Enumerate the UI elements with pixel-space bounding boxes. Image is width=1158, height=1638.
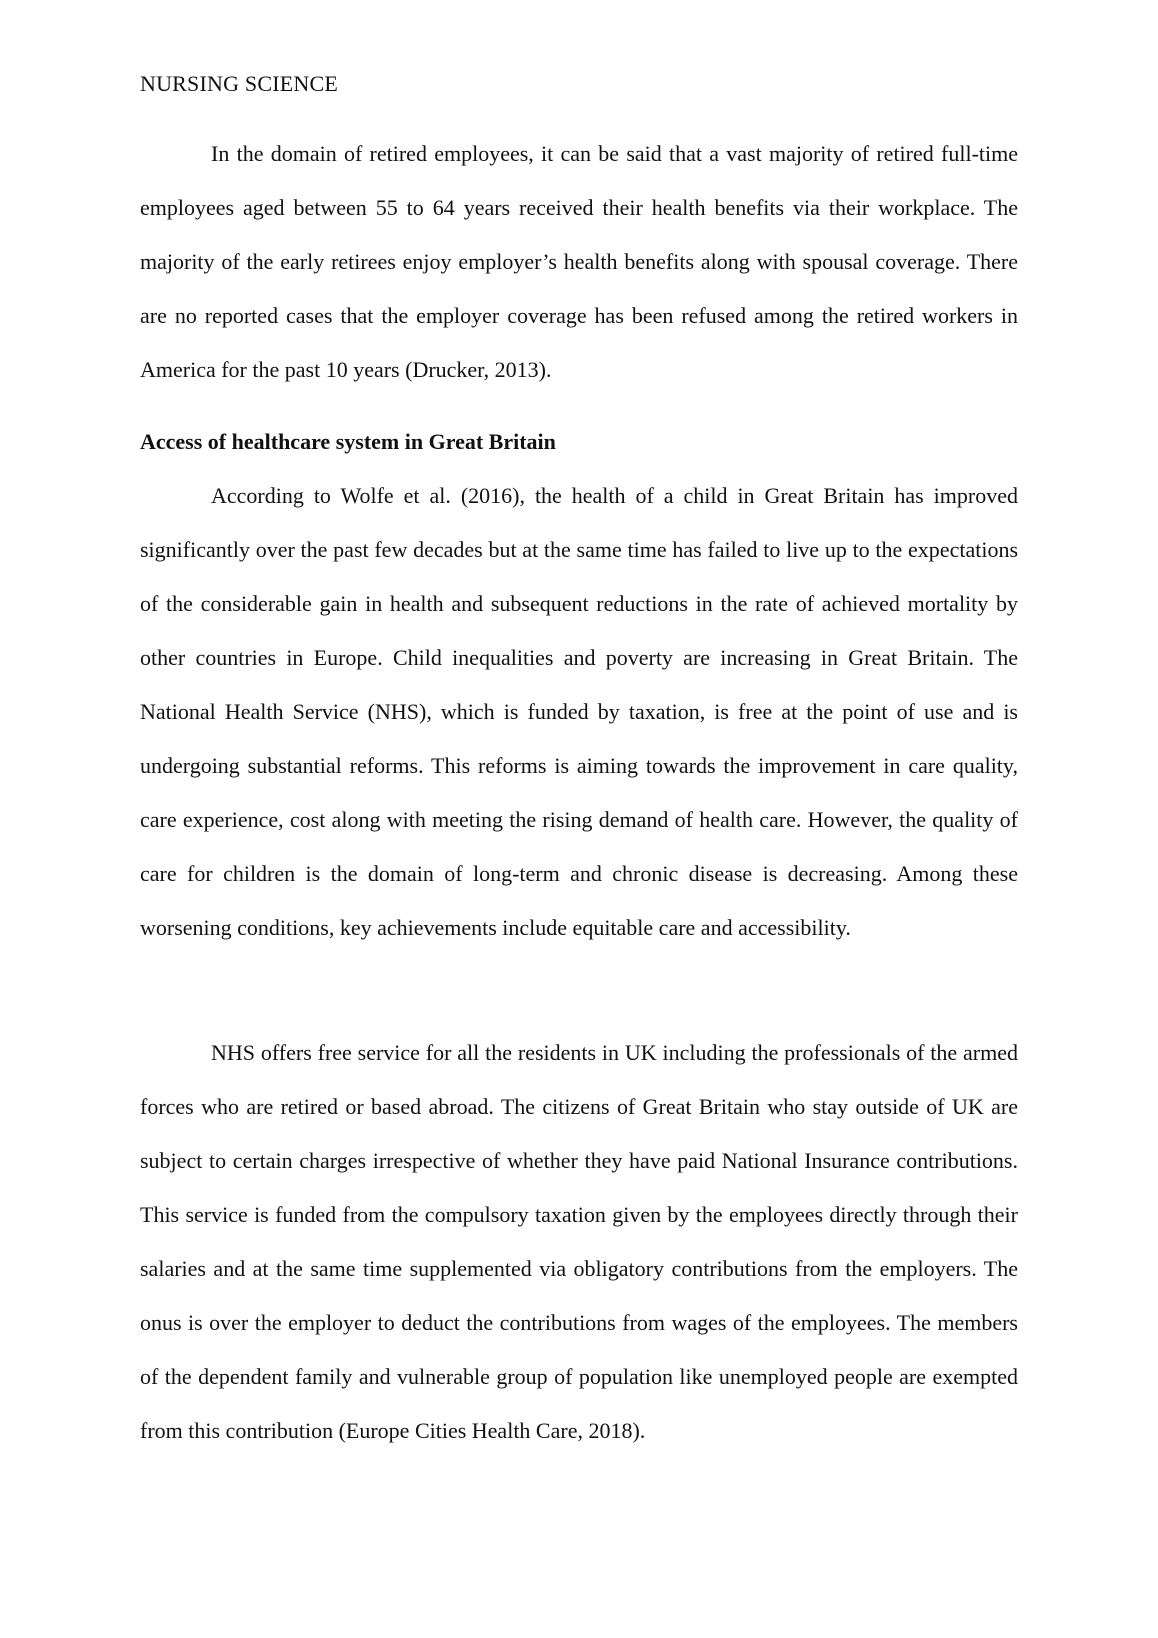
intro-paragraph: In the domain of retired employees, it can be said that a vast majority of retired full-time employees aged between 55 to 64 years received their health benefits via their workplace. The majority of the early retirees enjoy employer’s health benefits along with spousal coverage. There are no reported cases that the employer coverage has been refused among the retired workers in America for the past 10 years (Drucker, 2013). <box>140 141 1018 382</box>
section-heading: Access of healthcare system in Great Britain <box>140 429 556 454</box>
body-paragraph-child-health: According to Wolfe et al. (2016), the health of a child in Great Britain has improved significantly over the past few decades but at the same time has failed to live up to the expectations of the considerable gain in health and subsequent reductions in the rate of achieved mortality by other countries in Europe. Child inequalities and poverty are increasing in Great Britain. The National Health Service (NHS), which is funded by taxation, is free at the point of use and is undergoing substantial reforms. This reforms is aiming towards the improvement in care quality, care experience, cost along with meeting the rising demand of health care. However, the quality of care for children is the domain of long-term and chronic disease is decreasing. Among these worsening conditions, key achievements include equitable care and accessibility. <box>140 483 1018 940</box>
running-head: NURSING SCIENCE <box>140 71 338 96</box>
body-paragraph-nhs-funding: NHS offers free service for all the residents in UK including the professionals of the armed forces who are retired or based abroad. The citizens of Great Britain who stay outside of UK are subject to certain charges irrespective of whether they have paid National Insurance contributions. This service is funded from the compulsory taxation given by the employees directly through their salaries and at the same time supplemented via obligatory contributions from the employers. The onus is over the employer to deduct the contributions from wages of the employees. The members of the dependent family and vulnerable group of population like unemployed people are exempted from this contribution (Europe Cities Health Care, 2018). <box>140 1040 1018 1443</box>
